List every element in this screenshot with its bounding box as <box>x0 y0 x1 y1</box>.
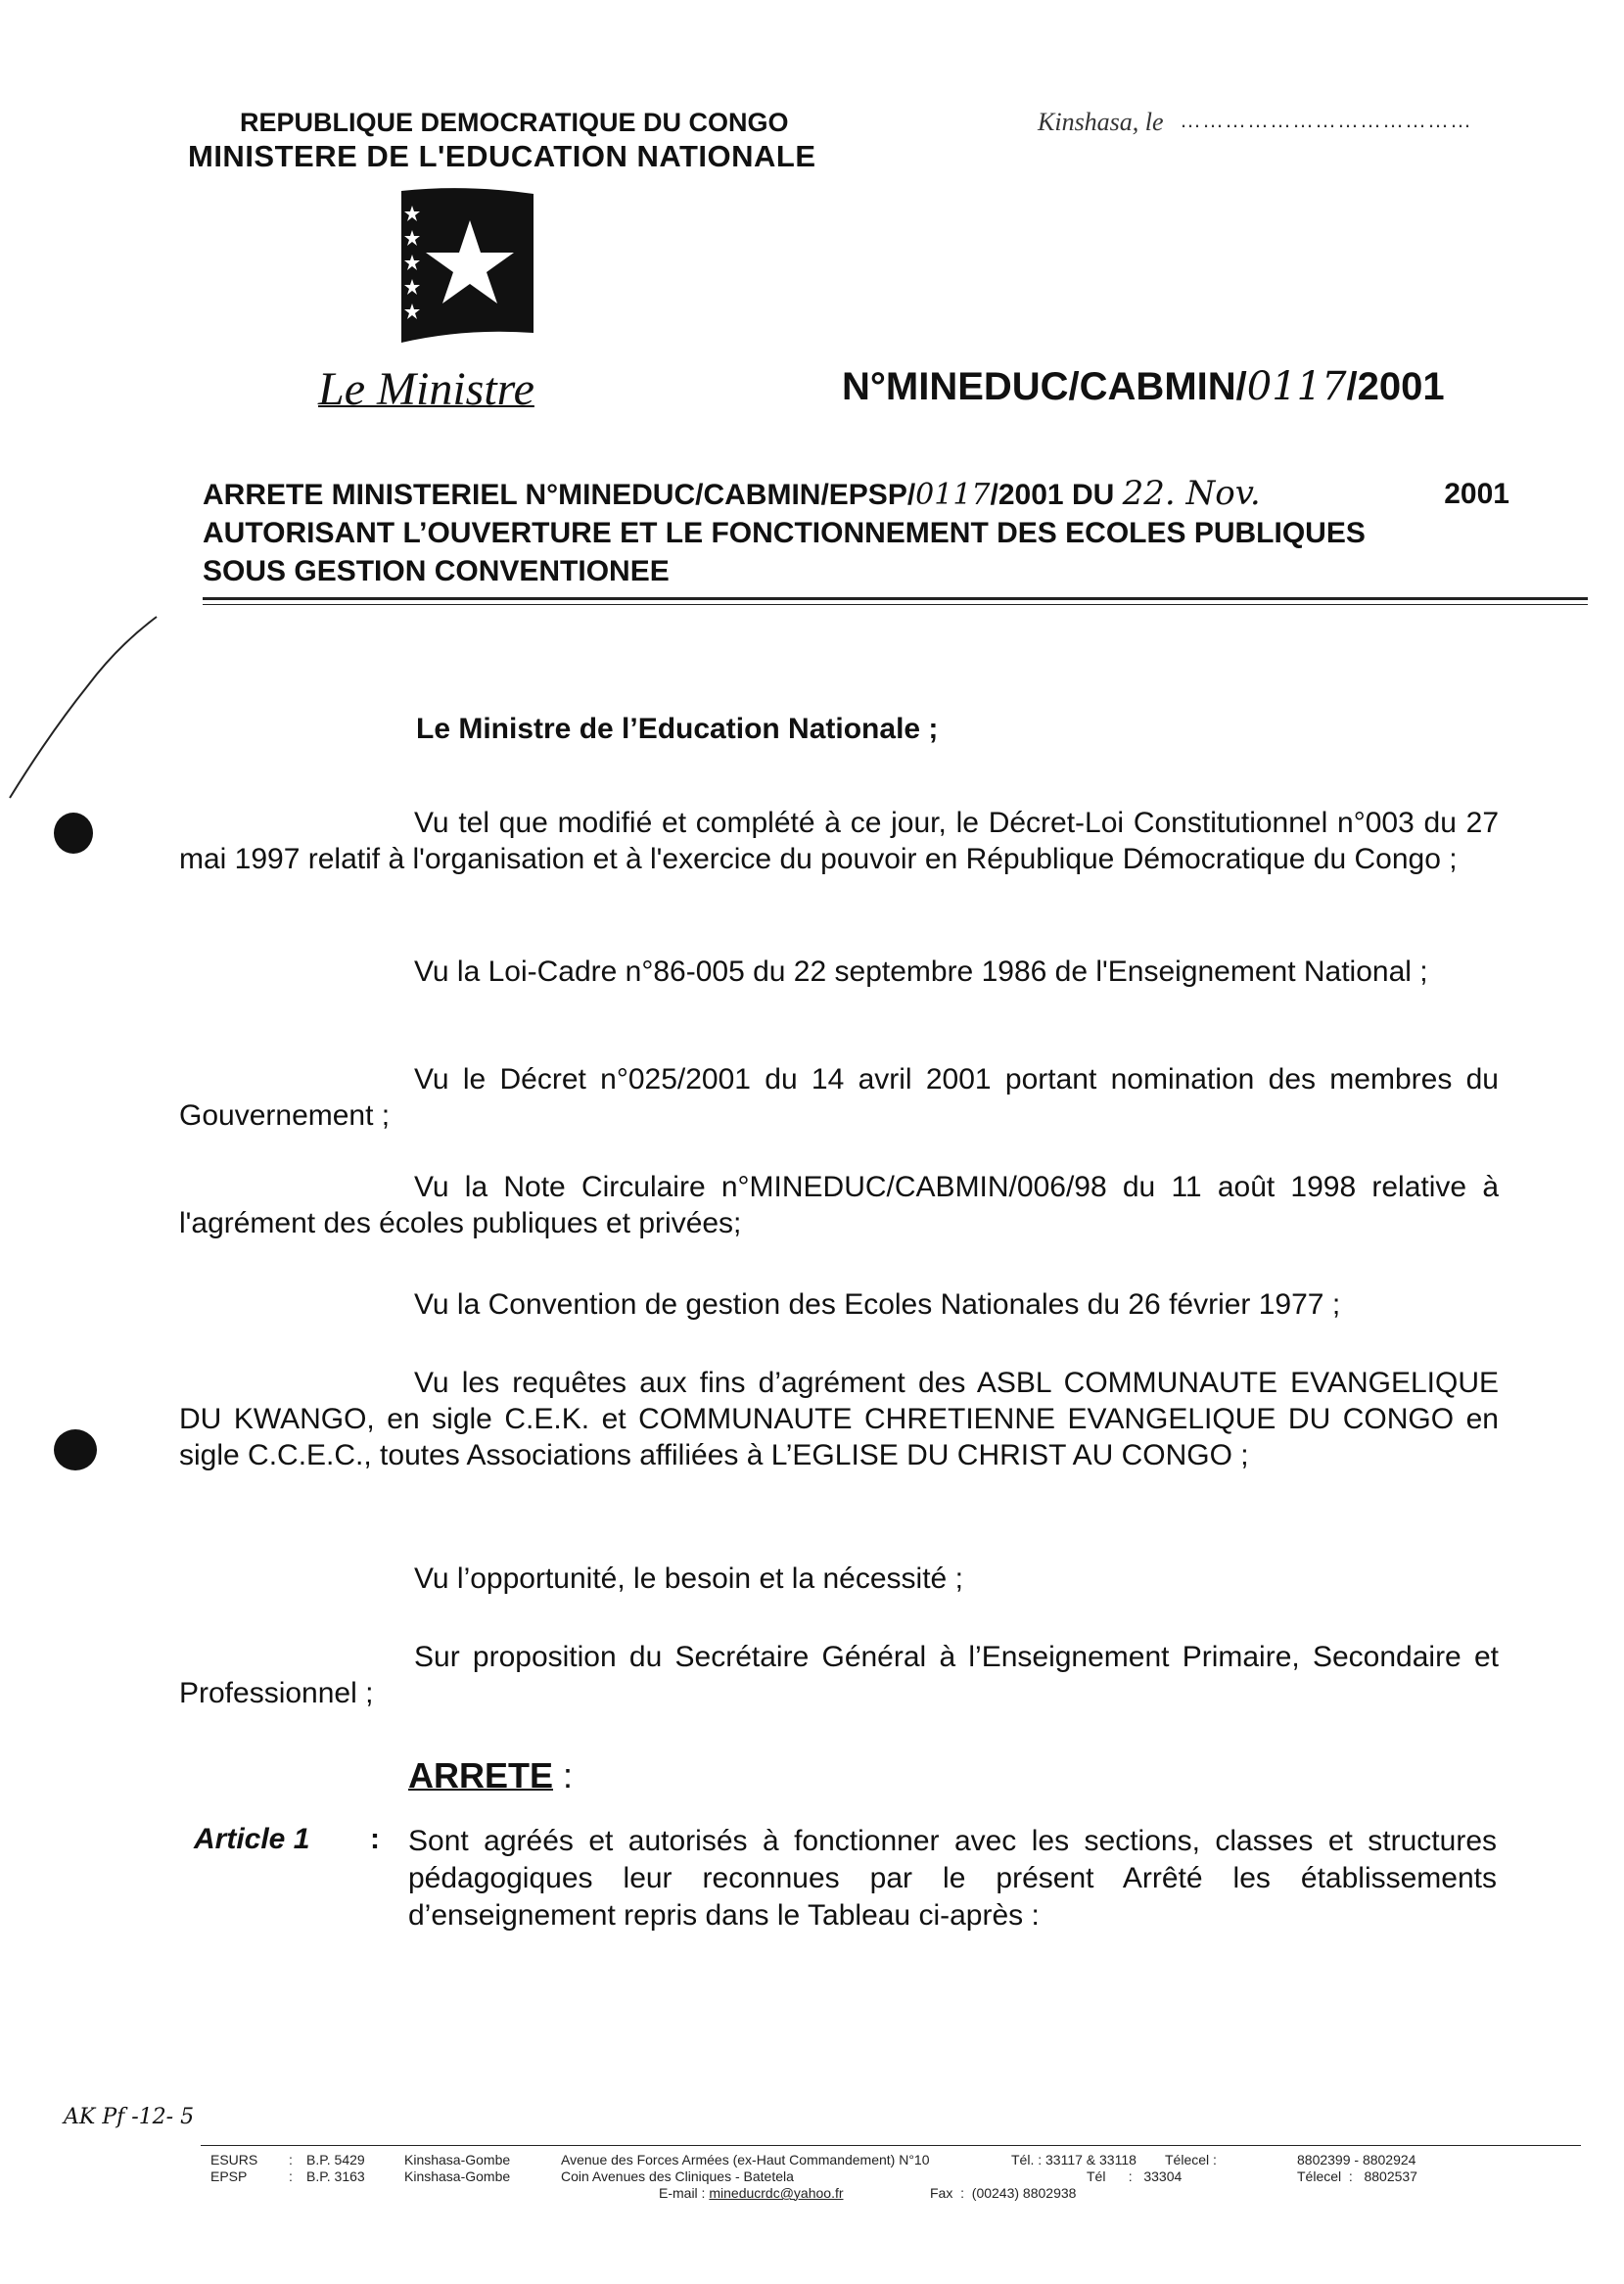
footer-bp: B.P. 3163 <box>306 2168 365 2184</box>
republic-name: REPUBLIQUE DEMOCRATIQUE DU CONGO <box>240 108 789 137</box>
article-colon: : <box>370 1823 380 1855</box>
footer-telecel-label: Télecel : <box>1165 2152 1217 2167</box>
reference-prefix: N°MINEDUC/CABMIN/ <box>842 365 1247 408</box>
decree-handwritten-number: 0117 <box>915 478 991 512</box>
footer-bp-sep: : <box>289 2152 293 2167</box>
reference-suffix: /2001 <box>1346 365 1445 408</box>
decree-title-prefix: ARRETE MINISTERIEL N°MINEDUC/CABMIN/EPSP/ <box>203 479 916 511</box>
footer-tel: Tél : 33304 <box>1087 2168 1183 2184</box>
footer-city: Kinshasa-Gombe <box>404 2152 511 2167</box>
minister-title: Le Ministre <box>318 363 534 415</box>
preamble-paragraph: Vu la Convention de gestion des Ecoles Nationales du 26 février 1977 ; <box>414 1288 1341 1321</box>
place-date-dots: ………………………………… <box>1180 108 1472 132</box>
reference-handwritten: 0117 <box>1246 364 1347 409</box>
preamble-paragraph: Vu la Note Circulaire n°MINEDUC/CABMIN/006/98 du 11 août 1998 relative à l'agrément des écoles publiques et privées; <box>179 1171 1499 1239</box>
footer-org-esurs: ESURS <box>210 2152 258 2167</box>
preamble-paragraph: Sur proposition du Secrétaire Général à l’Enseignement Primaire, Secondaire et Professionnel ; <box>179 1641 1499 1709</box>
footer-bp: B.P. 5429 <box>306 2152 365 2167</box>
reference-number <box>842 364 1445 409</box>
margin-pen-stroke <box>0 607 176 803</box>
arrete-heading <box>408 1755 573 1796</box>
handwritten-paraph: AK Pf -12- 5 <box>64 2105 195 2129</box>
footer-address: Coin Avenues des Cliniques - Batetela <box>561 2168 794 2184</box>
decree-handwritten-date: 22. Nov. <box>1122 474 1261 513</box>
title-divider-thin <box>203 604 1588 605</box>
arrete-heading-colon: : <box>563 1755 574 1795</box>
preamble-paragraph: Vu la Loi-Cadre n°86-005 du 22 septembre 1986 de l'Enseignement National ; <box>414 956 1428 988</box>
footer-tel: Tél. : 33117 & 33118 <box>1011 2152 1137 2167</box>
ministry-name: MINISTERE DE L'EDUCATION NATIONALE <box>188 139 816 173</box>
footer-email-label: E-mail : <box>659 2185 706 2201</box>
decree-title-year: 2001 <box>1444 478 1509 510</box>
decree-title-line3: SOUS GESTION CONVENTIONEE <box>203 555 670 587</box>
decree-title <box>203 475 1509 590</box>
article-text: Sont agréés et autorisés à fonctionner avec les sections, classes et structures pédagogiques leur reconnues par le présent Arrêté les établissements d’enseignement repris dans le Tableau ci-après : <box>408 1825 1497 1932</box>
punch-hole-mark <box>54 1429 97 1470</box>
footer-divider <box>201 2145 1581 2146</box>
decree-title-mid: /2001 DU <box>990 479 1115 511</box>
place-date-label: Kinshasa, le <box>1038 108 1164 136</box>
title-divider <box>203 597 1588 600</box>
flag-emblem-icon <box>396 186 543 348</box>
footer-city: Kinshasa-Gombe <box>404 2168 511 2184</box>
decree-title-line1 <box>203 475 1509 514</box>
footer-numbers: 8802399 - 8802924 <box>1297 2152 1416 2167</box>
footer-fax: Fax : (00243) 8802938 <box>930 2185 1077 2201</box>
footer-numbers: Télecel : 8802537 <box>1297 2168 1417 2184</box>
preamble-heading: Le Ministre de l’Education Nationale ; <box>416 713 939 745</box>
arrete-heading-text: ARRETE <box>408 1755 554 1795</box>
preamble-paragraph: Vu tel que modifié et complété à ce jour, le Décret-Loi Constitutionnel n°003 du 27 mai 1997 relatif à l'organisation et à l'exercice du pouvoir en République Démocratique du Congo ; <box>179 807 1499 875</box>
punch-hole-mark <box>54 813 93 854</box>
footer-email <box>659 2185 844 2202</box>
preamble-paragraph: Vu le Décret n°025/2001 du 14 avril 2001 portant nomination des membres du Gouvernement ; <box>179 1063 1499 1132</box>
preamble-paragraph: Vu les requêtes aux fins d’agrément des ASBL COMMUNAUTE EVANGELIQUE DU KWANGO, en sigle C.E.K. et COMMUNAUTE CHRETIENNE EVANGELIQUE DU CONGO en sigle C.C.E.C., toutes Associations affiliées à L’EGLISE DU CHRIST AU CONGO ; <box>179 1367 1499 1471</box>
decree-title-line2: AUTORISANT L’OUVERTURE ET LE FONCTIONNEMENT DES ECOLES PUBLIQUES <box>203 517 1366 549</box>
footer-bp-sep: : <box>289 2168 293 2184</box>
article-label: Article 1 <box>194 1823 310 1855</box>
footer-address: Avenue des Forces Armées (ex-Haut Commandement) N°10 <box>561 2152 930 2167</box>
preamble-paragraph: Vu l’opportunité, le besoin et la nécessité ; <box>414 1562 963 1595</box>
footer-email-link[interactable]: mineducrdc@yahoo.fr <box>709 2185 844 2201</box>
footer-org-epsp: EPSP <box>210 2168 248 2184</box>
